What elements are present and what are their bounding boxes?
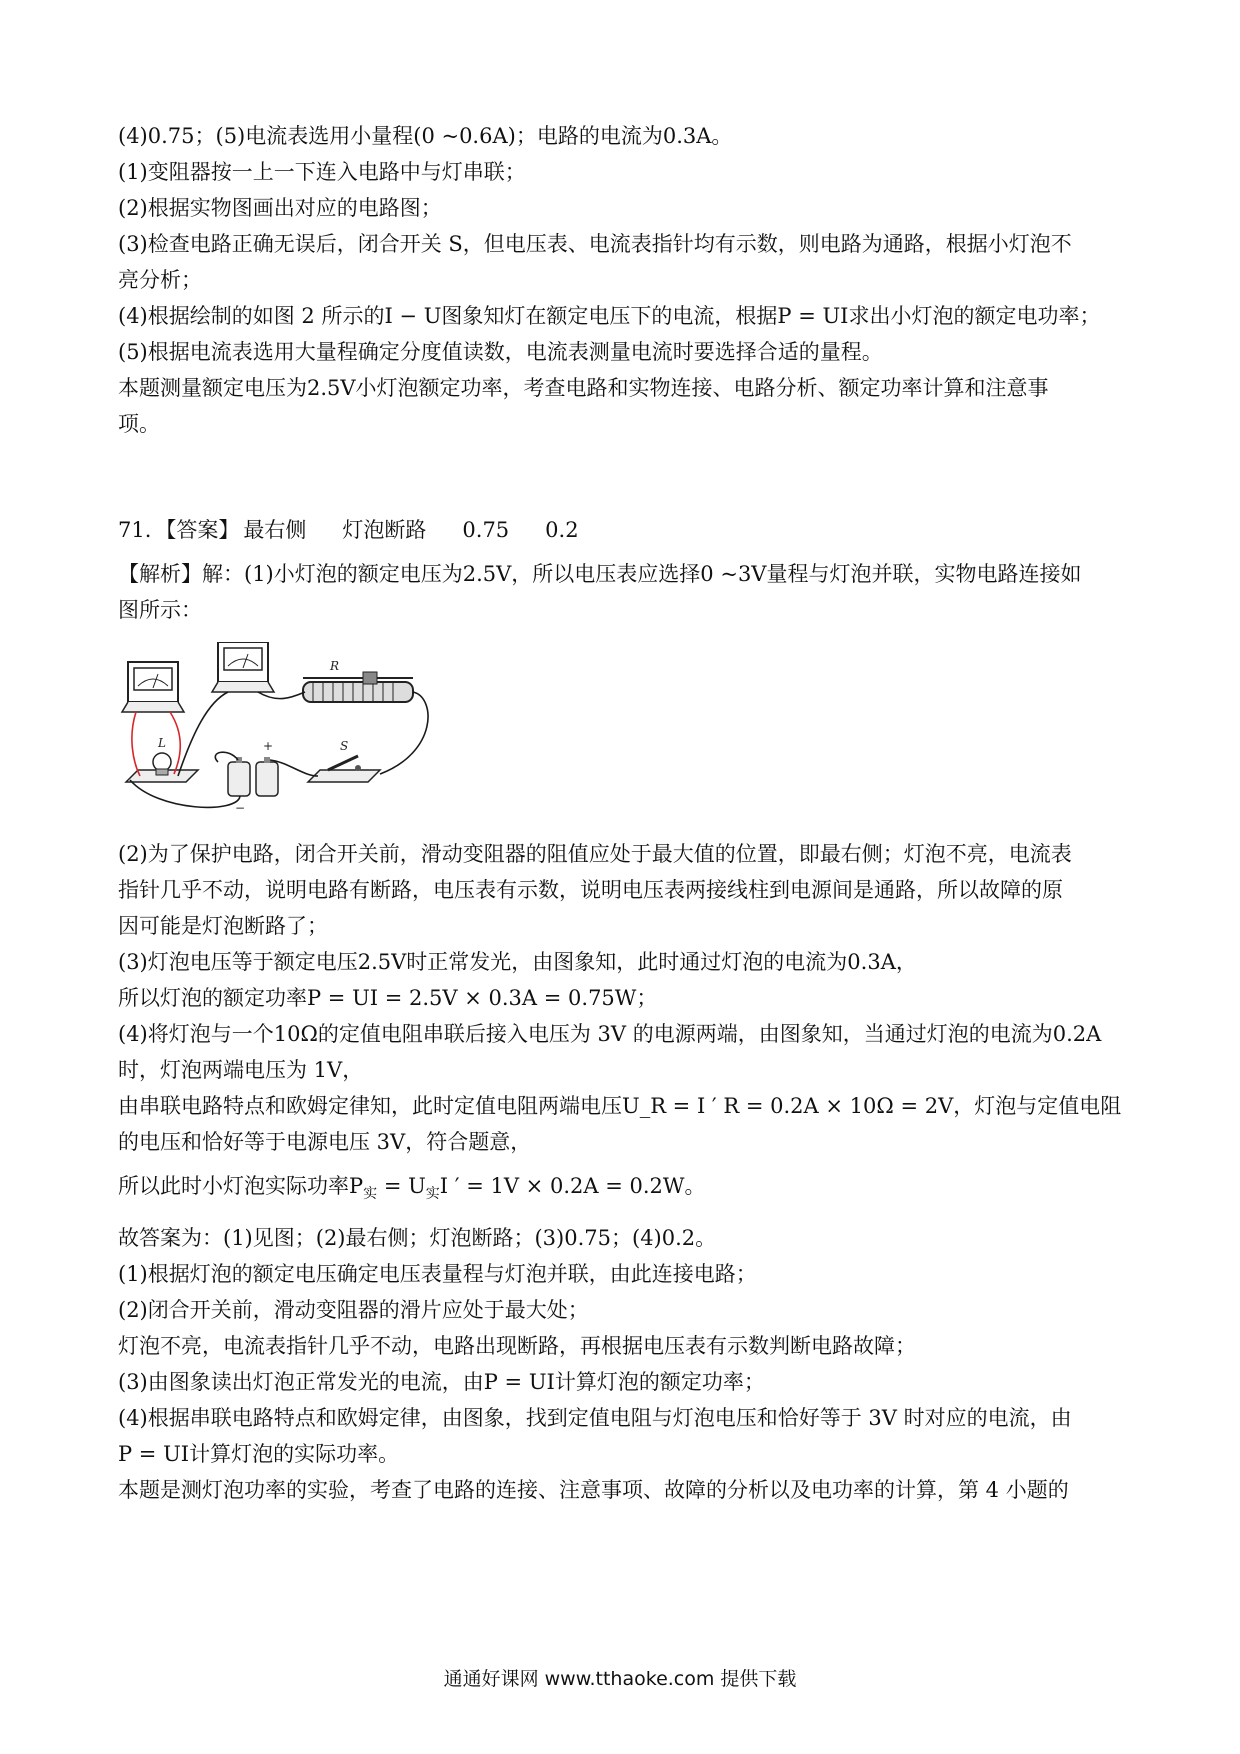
text-line: 亮分析； xyxy=(118,268,202,292)
text-line: 故答案为：(1)见图；(2)最右侧；灯泡断路；(3)0.75；(4)0.2。 xyxy=(118,1226,717,1251)
text-line: (1)根据灯泡的额定电压确定电压表量程与灯泡并联，由此连接电路； xyxy=(118,1262,757,1287)
answer-item: 0.75 xyxy=(462,518,510,542)
text-line: 指针几乎不动，说明电路有断路，电压表有示数，说明电压表两接线柱到电源间是通路，所以故障的原 xyxy=(118,878,1063,902)
text-line: (4)根据绘制的如图 2 所示的I − U图象知灯在额定电压下的电流，根据P = UI求出小灯泡的额定电功率； xyxy=(118,304,1101,328)
text-line: (3)灯泡电压等于额定电压2.5V时正常发光，由图象知，此时通过灯泡的电流为0.3A， xyxy=(118,950,917,974)
question-number: 71. xyxy=(118,518,152,542)
text-line: (4)0.75；(5)电流表选用小量程(0 ~0.6A)；电路的电流为0.3A。 xyxy=(118,124,733,148)
page-content xyxy=(118,118,1128,1508)
text-line: 图所示： xyxy=(118,598,202,622)
text-line: 【解析】解：(1)小灯泡的额定电压为2.5V，所以电压表应选择0 ~3V量程与灯泡并联，实物电路连接如 xyxy=(118,562,1082,586)
answer-item: 最右侧 xyxy=(243,518,307,542)
text-line: (5)根据电流表选用大量程确定分度值读数，电流表测量电流时要选择合适的量程。 xyxy=(118,340,883,364)
text-line: (3)由图象读出灯泡正常发光的电流，由P = UI计算灯泡的额定功率； xyxy=(118,1370,765,1395)
circuit-figure xyxy=(118,642,448,822)
rheostat-label: R xyxy=(330,659,340,673)
power-suffix: I ′ = 1V × 0.2A = 0.2W。 xyxy=(439,1174,706,1198)
switch-label: S xyxy=(340,739,349,753)
answer-item: 灯泡断路 xyxy=(342,518,427,542)
text-line: 因可能是灯泡断路了； xyxy=(118,914,328,938)
answer-line xyxy=(118,512,1128,548)
text-line: P = UI计算灯泡的实际功率。 xyxy=(118,1442,400,1467)
power-prefix: 所以此时小灯泡实际功率P xyxy=(118,1174,364,1198)
text-line: 本题是测灯泡功率的实验，考查了电路的连接、注意事项、故障的分析以及电功率的计算，第 4 小题的 xyxy=(118,1478,1069,1503)
voltmeter-icon xyxy=(122,662,184,712)
text-line: (2)为了保护电路，闭合开关前，滑动变阻器的阻值应处于最大值的位置，即最右侧；灯泡不亮，电流表 xyxy=(118,842,1072,866)
lamp-icon xyxy=(126,736,198,782)
analysis-body xyxy=(118,836,1128,1160)
ammeter-icon xyxy=(212,642,274,692)
top-section xyxy=(118,118,1128,442)
battery-minus-label: − xyxy=(235,801,246,815)
text-line: (1)变阻器按一上一下连入电路中与灯串联； xyxy=(118,160,526,184)
section-gap xyxy=(118,442,1128,512)
text-line: 本题测量额定电压为2.5V小灯泡额定功率，考查电路和实物连接、电路分析、额定功率计算和注意事 xyxy=(118,376,1049,400)
section-gap xyxy=(118,1160,1128,1168)
section-gap xyxy=(118,1212,1128,1220)
text-line: 灯泡不亮，电流表指针几乎不动，电路出现断路，再根据电压表有示数判断电路故障； xyxy=(118,1334,916,1359)
text-line: 项。 xyxy=(118,412,160,436)
text-line: (4)将灯泡与一个10Ω的定值电阻串联后接入电压为 3V 的电源两端，由图象知，当通过灯泡的电流为0.2A xyxy=(118,1022,1102,1046)
rheostat-icon xyxy=(303,659,413,702)
subscript: 实 xyxy=(425,1186,440,1203)
lamp-label: L xyxy=(158,736,166,750)
text-line: (4)根据串联电路特点和欧姆定律，由图象，找到定值电阻与灯泡电压和恰好等于 3V 时对应的电流，由 xyxy=(118,1406,1072,1431)
text-line: (3)检查电路正确无误后，闭合开关 S，但电压表、电流表指针均有示数，则电路为通路，根据小灯泡不 xyxy=(118,232,1072,256)
page-footer: 通通好课网 www.tthaoke.com 提供下载 xyxy=(443,1668,797,1690)
section-gap xyxy=(118,548,1128,556)
text-line: (2)根据实物图画出对应的电路图； xyxy=(118,196,442,220)
conclusion xyxy=(118,1220,1128,1508)
text-line: 由串联电路特点和欧姆定律知，此时定值电阻两端电压U_R = I ′ R = 0.2A × 10Ω = 2V，灯泡与定值电阻 xyxy=(118,1094,1122,1118)
switch-icon xyxy=(308,739,380,782)
subscript: 实 xyxy=(363,1186,378,1203)
battery-plus-label: + xyxy=(263,739,274,753)
text-line: 时，灯泡两端电压为 1V， xyxy=(118,1058,364,1082)
power-formula-line xyxy=(118,1168,1128,1212)
battery-icon xyxy=(228,739,278,815)
power-mid: = U xyxy=(377,1174,426,1198)
text-line: 的电压和恰好等于电源电压 3V，符合题意， xyxy=(118,1130,532,1154)
answer-tag: 【答案】 xyxy=(155,518,240,542)
text-line: (2)闭合开关前，滑动变阻器的滑片应处于最大处； xyxy=(118,1298,589,1323)
circuit-diagram xyxy=(118,642,448,822)
answer-item: 0.2 xyxy=(545,518,579,542)
text-line: 所以灯泡的额定功率P = UI = 2.5V × 0.3A = 0.75W； xyxy=(118,986,658,1010)
